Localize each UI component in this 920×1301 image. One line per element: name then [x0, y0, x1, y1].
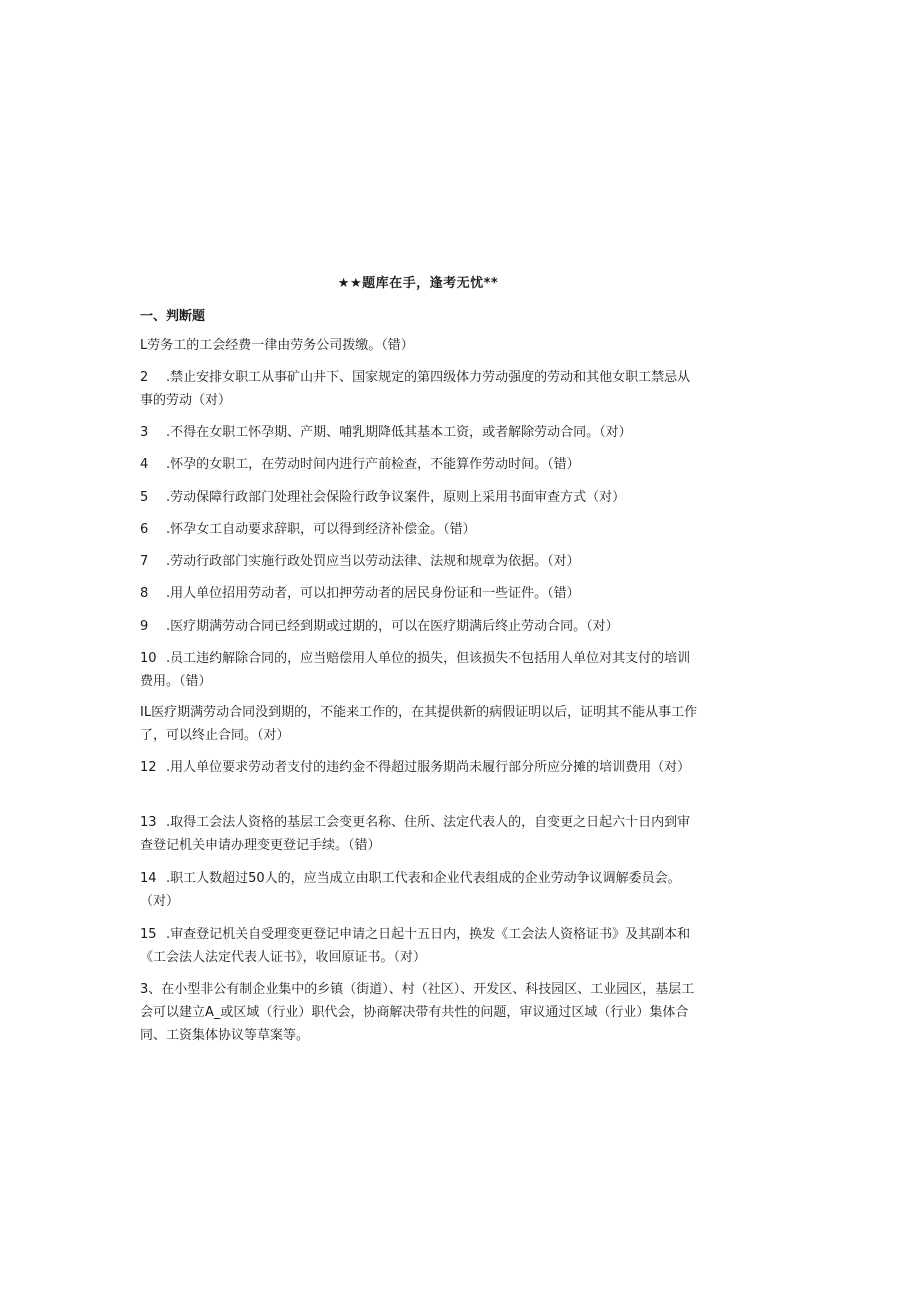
question-text: .不得在女职工怀孕期、产期、哺乳期降低其基本工资，或者解除劳动合同。（对） [166, 425, 632, 440]
question-text: .职工人数超过50人的，应当成立由职工代表和企业代表组成的企业劳动争议调解委员会。（对） [140, 871, 681, 909]
question-text: .劳动保障行政部门处理社会保险行政争议案件，原则上采用书面审查方式（对） [166, 490, 626, 505]
question-number: 10 [140, 651, 157, 666]
question-item [140, 334, 700, 357]
question-text: .禁止安排女职工从事矿山井下、国家规定的第四级体力劳动强度的劳动和其他女职工禁忌从事的劳动（对） [140, 370, 691, 408]
question-number: 13 [140, 815, 157, 830]
question-text: .审查登记机关自受理变更登记申请之日起十五日内，换发《工会法人资格证书》及其副本和《工会法人法定代表人证书》，收回原证书。（对） [140, 927, 691, 965]
question-item [140, 518, 700, 541]
question-item [140, 615, 700, 638]
question-text: .怀孕女工自动要求辞职，可以得到经济补偿金。（错） [166, 522, 476, 537]
question-number: 15 [140, 927, 157, 942]
question-number: 3 [140, 425, 149, 440]
question-number: 7 [140, 554, 149, 569]
question-item [140, 647, 700, 693]
question-number: 6 [140, 522, 149, 537]
question-item [140, 978, 700, 1047]
question-number: 8 [140, 586, 149, 601]
section-heading: 一、判断题 [140, 309, 206, 324]
question-item [140, 923, 700, 969]
question-number: 12 [140, 760, 157, 775]
question-item [140, 811, 700, 857]
question-item [140, 421, 700, 444]
question-item [140, 582, 700, 605]
question-text: .劳动行政部门实施行政处罚应当以劳动法律、法规和规章为依据。（对） [166, 554, 580, 569]
question-number: 5 [140, 490, 149, 505]
question-item [140, 867, 700, 913]
question-item [140, 486, 700, 509]
question-text: .取得工会法人资格的基层工会变更名称、住所、法定代表人的，自变更之日起六十日内到审查登记机关申请办理变更登记手续。（错） [140, 815, 691, 853]
question-text: .怀孕的女职工，在劳动时间内进行产前检查，不能算作劳动时间。（错） [166, 457, 580, 472]
question-item [140, 550, 700, 573]
question-number: 9 [140, 619, 149, 634]
question-text: .用人单位要求劳动者支付的违约金不得超过服务期尚未履行部分所应分摊的培训费用（对） [166, 760, 691, 775]
question-number: 4 [140, 457, 149, 472]
question-item [140, 366, 700, 412]
question-item [140, 701, 700, 747]
question-text: IL医疗期满劳动合同没到期的，不能来工作的，在其提供新的病假证明以后，证明其不能从事工作了，可以终止合同。（对） [140, 705, 698, 743]
question-number: 2 [140, 370, 149, 385]
question-text: .医疗期满劳动合同已经到期或过期的，可以在医疗期满后终止劳动合同。（对） [166, 619, 619, 634]
question-item [140, 453, 700, 476]
question-text: L劳务工的工会经费一律由劳务公司拨缴。（错） [140, 338, 414, 353]
question-number: 14 [140, 871, 157, 886]
question-item [140, 756, 700, 779]
document-title: ★★题库在手，逢考无忧** [337, 276, 499, 291]
question-text: .员工违约解除合同的，应当赔偿用人单位的损失，但该损失不包括用人单位对其支付的培训费用。（错） [140, 651, 691, 689]
question-text: 3、在小型非公有制企业集中的乡镇（街道）、村（社区）、开发区、科技园区、工业园区，基层工会可以建立A_或区域（行业）职代会，协商解决带有共性的问题，审议通过区域（行业）集体合同、工资集体协议等草案等。 [140, 982, 695, 1043]
question-text: .用人单位招用劳动者，可以扣押劳动者的居民身份证和一些证件。（错） [166, 586, 580, 601]
